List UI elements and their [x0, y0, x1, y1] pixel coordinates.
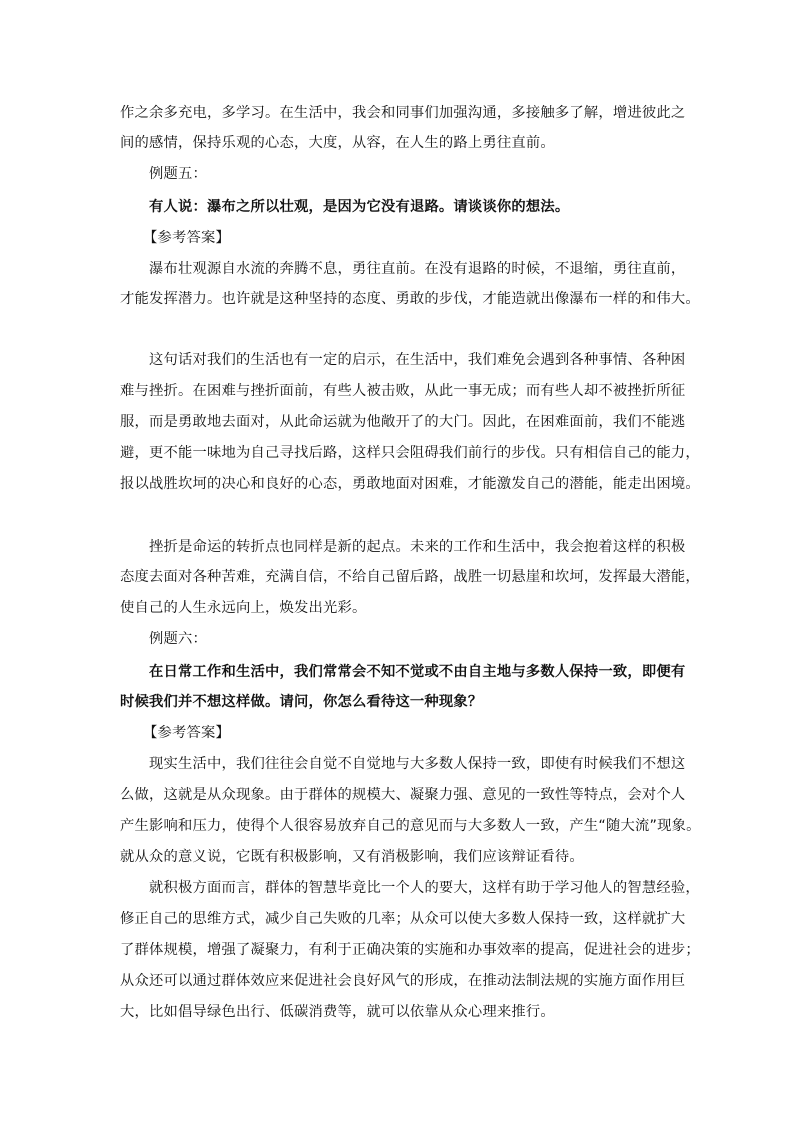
text-line: 就从众的意义说，它既有积极影响，又有消极影响，我们应该辩证看待。	[120, 849, 584, 865]
answer-label: 【参考答案】	[143, 725, 230, 741]
text-line: 难与挫折。在困难与挫折面前，有些人被击败，从此一事无成；而有些人却不被挫折所征	[120, 383, 686, 399]
example-heading: 例题五：	[149, 166, 207, 182]
text-line: 从众还可以通过群体效应来促进社会良好风气的形成，在推动法制法规的实施方面作用巨	[120, 973, 686, 989]
question-text: 有人说：瀑布之所以壮观，是因为它没有退路。请谈谈你的想法。	[149, 199, 570, 215]
text-line: 避，更不能一味地为自己寻找后路，这样只会阻碍我们前行的步伐。只有相信自己的能力，	[120, 445, 700, 461]
text-line: 这句话对我们的生活也有一定的启示，在生活中，我们难免会遇到各种事情、各种困	[149, 352, 686, 368]
answer-label: 【参考答案】	[143, 230, 230, 246]
text-line: 大，比如倡导绿色出行、低碳消费等，就可以依靠从众心理来推行。	[120, 1004, 555, 1020]
text-line: 才能发挥潜力。也许就是这种坚持的态度、勇敢的步伐，才能造就出像瀑布一样的和伟大。	[120, 291, 700, 307]
question-text: 时候我们并不想这样做。请问，你怎么看待这一种现象？	[120, 694, 483, 710]
text-line: 瀑布壮观源自水流的奔腾不息，勇往直前。在没有退路的时候，不退缩，勇往直前，	[149, 261, 686, 277]
question-text: 在日常工作和生活中，我们常常会不知不觉或不由自主地与多数人保持一致，即便有	[149, 664, 686, 680]
text-line: 态度去面对各种苦难，充满自信，不给自己留后路，战胜一切悬崖和坎坷，发挥最大潜能，	[120, 569, 700, 585]
example-heading: 例题六：	[149, 631, 207, 647]
text-line: 使自己的人生永远向上，焕发出光彩。	[120, 600, 367, 616]
text-line: 间的感情，保持乐观的心态，大度，从容，在人生的路上勇往直前。	[120, 135, 555, 151]
text-line: 报以战胜坎坷的决心和良好的心态，勇敢地面对困难，才能激发自己的潜能，能走出困境。	[120, 476, 700, 492]
text-line: 服，而是勇敢地去面对，从此命运就为他敞开了的大门。因此，在困难面前，我们不能逃	[120, 414, 686, 430]
text-line: 作之余多充电，多学习。在生活中，我会和同事们加强沟通，多接触多了解，增进彼此之	[120, 105, 686, 121]
text-line: 就积极方面而言，群体的智慧毕竟比一个人的要大，这样有助于学习他人的智慧经验，	[149, 880, 700, 896]
text-line: 现实生活中，我们往往会自觉不自觉地与大多数人保持一致，即使有时候我们不想这	[149, 756, 686, 772]
text-line: 了群体规模，增强了凝聚力，有利于正确决策的实施和办事效率的提高，促进社会的进步；	[120, 942, 700, 958]
text-line: 么做，这就是从众现象。由于群体的规模大、凝聚力强、意见的一致性等特点，会对个人	[120, 787, 686, 803]
text-line: 产生影响和压力，使得个人很容易放弃自己的意见而与大多数人一致，产生“随大流”现象。	[120, 818, 701, 834]
text-line: 挫折是命运的转折点也同样是新的起点。未来的工作和生活中，我会抱着这样的积极	[149, 539, 686, 555]
text-line: 修正自己的思维方式，减少自己失败的几率；从众可以使大多数人保持一致，这样就扩大	[120, 911, 686, 927]
